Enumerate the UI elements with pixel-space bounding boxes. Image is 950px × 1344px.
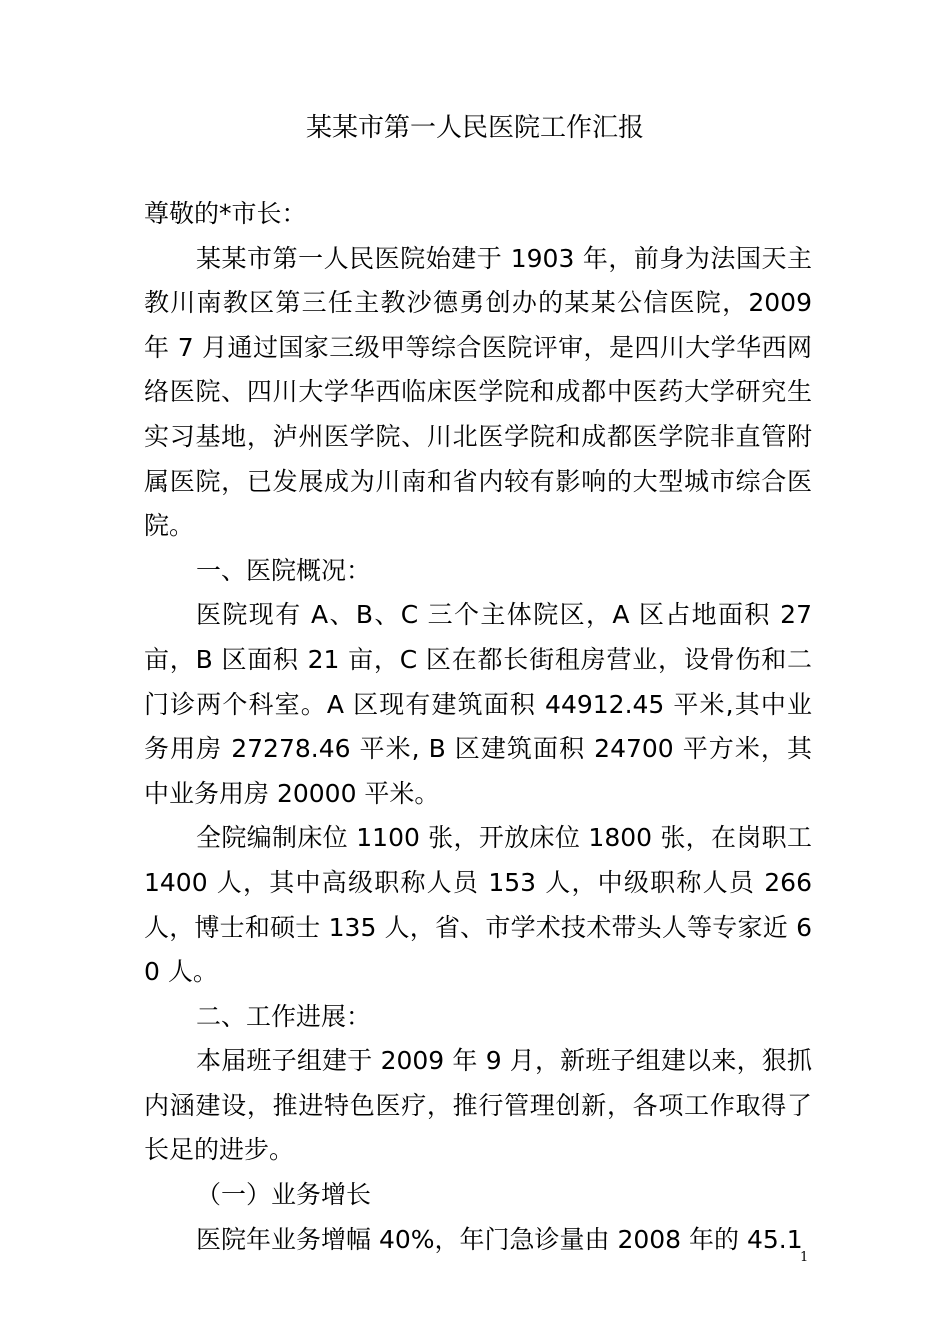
section-2-paragraph-1: 本届班子组建于 2009 年 9 月，新班子组建以来，狠抓内涵建设，推进特色医疗，推行管理创新，各项工作取得了长足的进步。 [144, 1046, 812, 1165]
subsection-1-heading: （一）业务增长 [196, 1180, 372, 1210]
section-1-paragraph-2: 全院编制床位 1100 张，开放床位 1800 张，在岗职工 1400 人，其中高级职称人员 153 人，中级职称人员 266 人，博士和硕士 135 人，省、市学术技术带头人等专家近 60 人。 [144, 823, 812, 987]
subsection-1-paragraph-1: 医院年业务增幅 40%，年门急诊量由 2008 年的 45.1 [196, 1224, 803, 1254]
section-1-heading: 一、医院概况： [196, 555, 372, 585]
section-2-heading: 二、工作进展： [196, 1001, 372, 1031]
section-1-paragraph-1: 医院现有 A、B、C 三个主体院区，A 区占地面积 27 亩，B 区面积 21 亩，C 区在都长街租房营业，设骨伤和二门诊两个科室。A 区现有建筑面积 44912.45 平米,其中业务用房 27278.46 平米, B 区建筑面积 24700 平方米，其中业务用房 20000 平米。 [144, 600, 812, 808]
page-number: 1 [800, 1250, 809, 1265]
salutation: 尊敬的*市长： [144, 199, 307, 228]
document-title: 某某市第一人民医院工作汇报 [305, 113, 644, 143]
document-body [144, 192, 812, 1262]
intro-paragraph: 某某市第一人民医院始建于 1903 年，前身为法国天主教川南教区第三任主教沙德勇创办的某某公信医院，2009 年 7 月通过国家三级甲等综合医院评审，是四川大学华西网络医院、四川大学华西临床医学院和成都中医药大学研究生实习基地，泸州医学院、川北医学院和成都医学院非直管附属医院，已发展成为川南和省内较有影响的大型城市综合医院。 [144, 243, 812, 541]
